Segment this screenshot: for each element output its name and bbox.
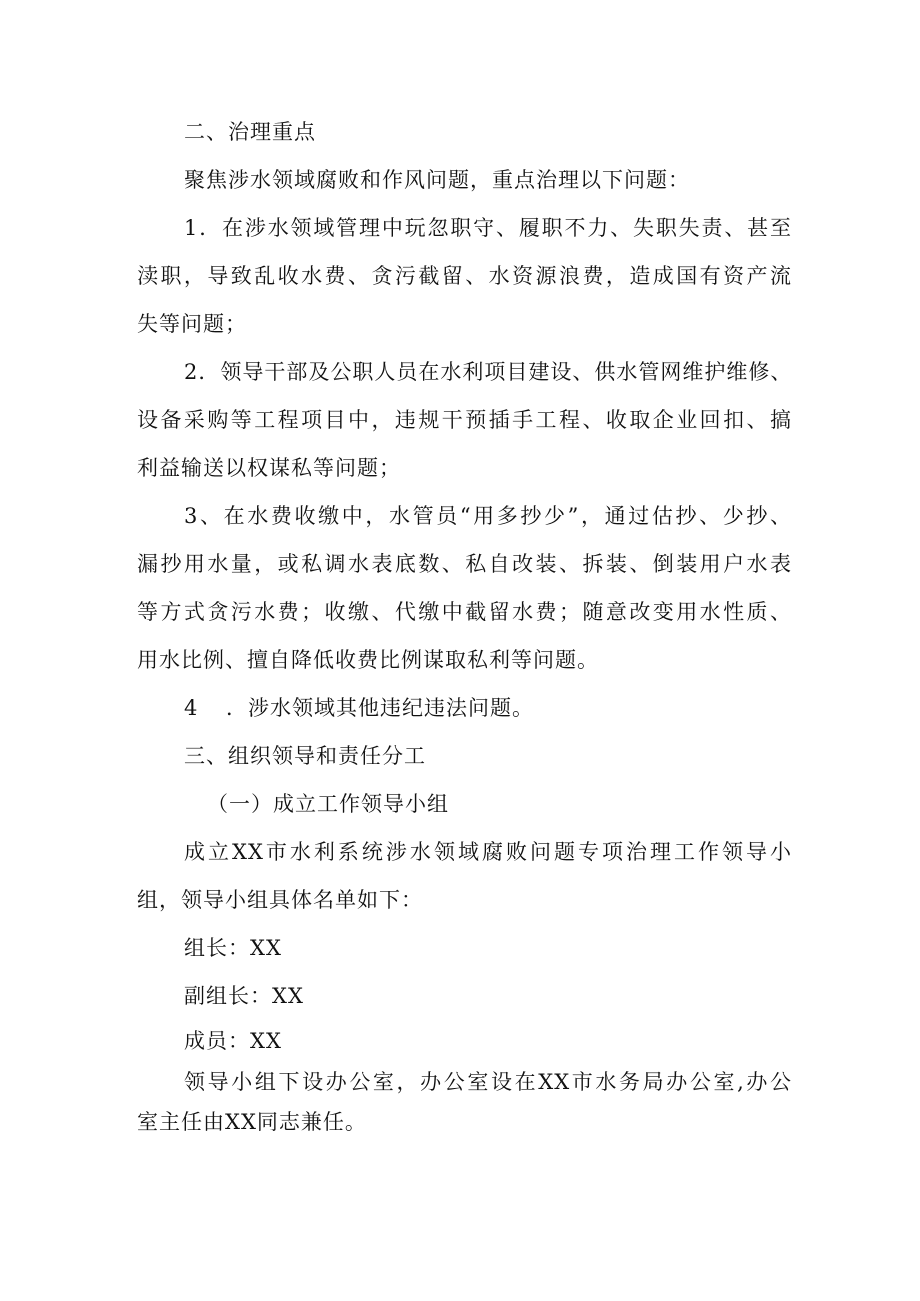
list-item-1-line-1: 1．在涉水领域管理中玩忽职守、履职不力、失职失责、甚至 xyxy=(184,216,792,240)
section-heading-governance-focus: 二、治理重点 xyxy=(184,120,316,144)
list-item-3-line-4: 用水比例、擅自降低收费比例谋取私利等问题。 xyxy=(137,648,599,672)
list-item-3-line-1: 3、在水费收缴中，水管员“用多抄少”，通过估抄、少抄、 xyxy=(184,504,792,528)
office-paragraph-line-1: 领导小组下设办公室，办公室设在XX市水务局办公室,办公 xyxy=(184,1070,792,1094)
list-item-4-text: ．涉水领域其他违纪违法问题。 xyxy=(226,696,534,720)
list-item-2 xyxy=(137,348,792,492)
intro-paragraph: 聚焦涉水领域腐败和作风问题，重点治理以下问题： xyxy=(184,168,690,192)
list-item-1-line-2: 渎职，导致乱收水费、贪污截留、水资源浪费，造成国有资产流 xyxy=(137,264,792,288)
group-members: 成员：XX xyxy=(184,1029,282,1053)
group-leader: 组长：XX xyxy=(184,936,282,960)
list-item-2-line-3: 利益输送以权谋私等问题； xyxy=(137,456,401,480)
deputy-group-leader: 副组长：XX xyxy=(184,984,304,1008)
office-paragraph xyxy=(137,1062,792,1142)
list-item-3-line-3: 等方式贪污水费；收缴、代缴中截留水费；随意改变用水性质、 xyxy=(137,600,792,624)
office-paragraph-line-2: 室主任由XX同志兼任。 xyxy=(137,1110,367,1134)
section-heading-organization: 三、组织领导和责任分工 xyxy=(184,744,426,768)
list-item-3 xyxy=(137,492,792,684)
list-item-4 xyxy=(137,684,792,732)
leading-group-paragraph-line-1: 成立XX市水利系统涉水领域腐败问题专项治理工作领导小 xyxy=(184,840,792,864)
list-item-4-number: 4 xyxy=(184,696,199,720)
list-item-2-line-2: 设备采购等工程项目中，违规干预插手工程、收取企业回扣、搞 xyxy=(137,408,792,432)
list-item-2-line-1: 2．领导干部及公职人员在水利项目建设、供水管网维护维修、 xyxy=(184,360,793,384)
subsection-heading-leading-group: （一）成立工作领导小组 xyxy=(207,792,449,816)
list-item-3-line-2: 漏抄用水量，或私调水表底数、私自改装、拆装、倒装用户水表 xyxy=(137,552,792,576)
list-item-1-line-3: 失等问题； xyxy=(137,312,247,336)
leading-group-paragraph xyxy=(137,828,792,924)
leading-group-paragraph-line-2: 组，领导小组具体名单如下： xyxy=(137,888,423,912)
list-item-1 xyxy=(137,204,792,348)
document-body xyxy=(137,108,792,1142)
